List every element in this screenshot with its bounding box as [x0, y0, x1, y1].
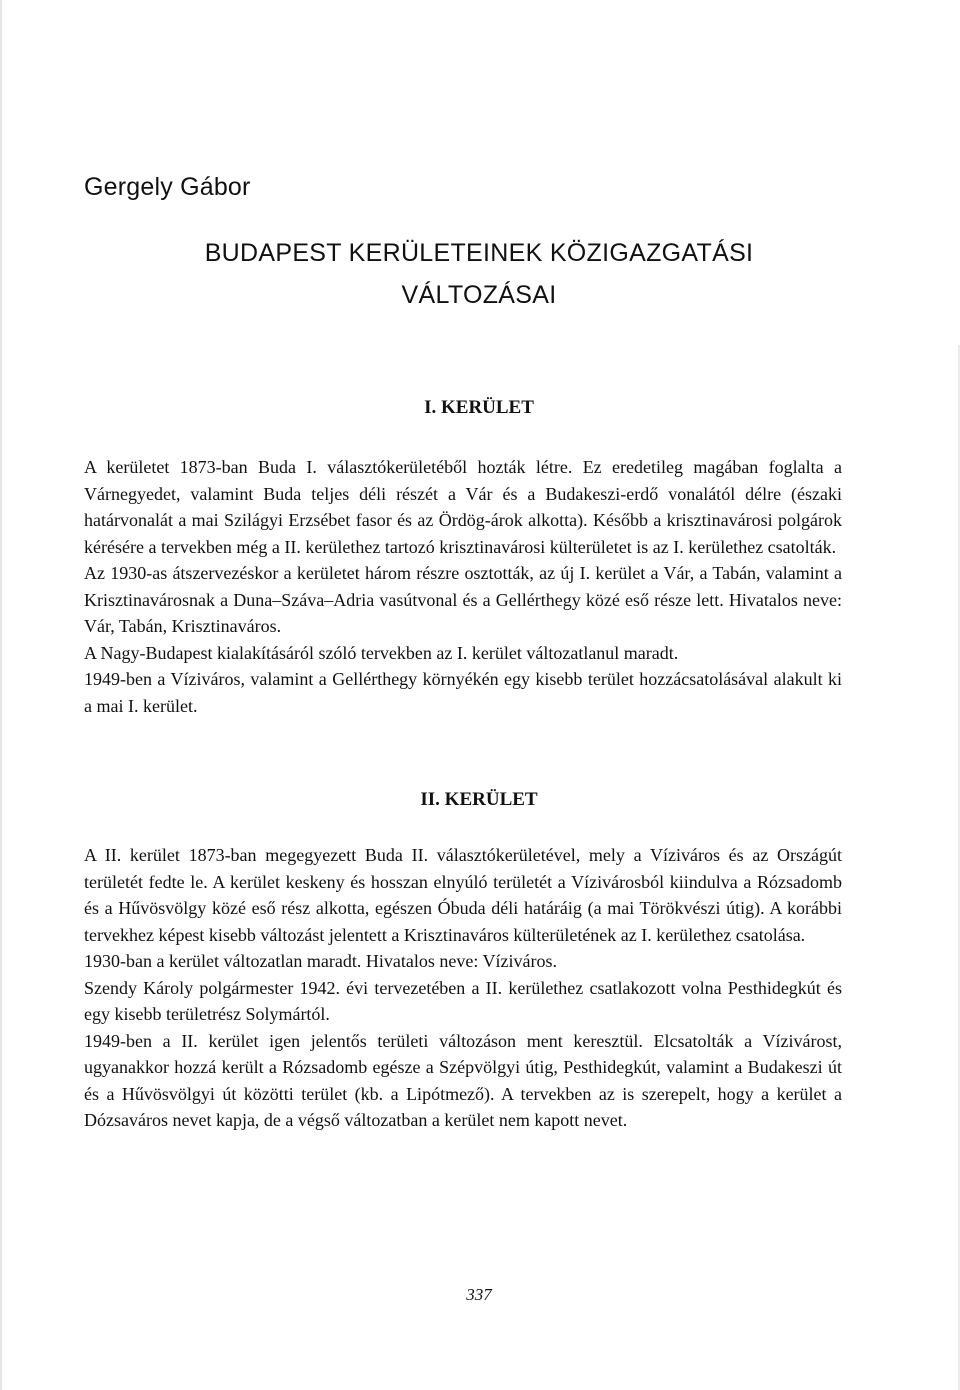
document-title-line-1: BUDAPEST KERÜLETEINEK KÖZIGAZGATÁSI: [204, 239, 754, 267]
section-heading-district-2: II. KERÜLET: [420, 789, 538, 810]
paragraph: A Nagy-Budapest kialakításáról szóló tervekben az I. kerület változatlanul maradt.: [84, 642, 679, 663]
paragraph: A II. kerület 1873-ban megegyezett Buda II. választókerületével, mely a Víziváros és az Országút területét fedte le. A kerület keskeny és hosszan elnyúló területét a Vízivárosból kiindulva a Rózsadomb és a Hűvösvölgy közé eső rész alkotta, egészen Óbuda déli határáig (a mai Törökvészi útig). A korábbi tervekhez képest kisebb változást jelentett a Krisztinaváros külterületének az I. kerülethez csatolása.: [84, 845, 842, 945]
page-number: 337: [466, 1285, 492, 1304]
paragraph: A kerületet 1873-ban Buda I. választókerületéből hozták létre. Ez eredetileg magában foglalta a Várnegyedet, valamint Buda teljes déli részét a Vár és a Budakeszi-erdő vonalától délre (északi határvonalát a mai Szilágyi Erzsébet fasor és az Ördög-árok alkotta). Később a krisztinavárosi polgárok kérésére a tervekben még a II. kerülethez tartozó krisztinavárosi külterületet is az I. kerülethez csatolták.: [84, 457, 842, 557]
section-heading-district-1: I. KERÜLET: [424, 397, 534, 418]
document-title: [84, 232, 874, 316]
section-body-district-1: [84, 454, 842, 719]
paragraph: 1949-ben a II. kerület igen jelentős területi változáson ment keresztül. Elcsatolták a Vízivárost, ugyanakkor hozzá került a Rózsadomb egésze a Szépvölgyi útig, Pesthidegkút, valamint a Budakeszi út és a Hűvösvölgyi út közötti terület (kb. a Lipótmező). A tervekben az is szerepelt, hogy a kerület a Dózsaváros nevet kapja, de a végső változatban a kerület nem kapott nevet.: [84, 1030, 842, 1130]
paragraph: Szendy Károly polgármester 1942. évi tervezetében a II. kerülethez csatlakozott volna Pesthidegkút és egy kisebb területrész Solymártól.: [84, 977, 842, 1024]
author-name: Gergely Gábor: [84, 173, 251, 201]
paragraph: 1949-ben a Víziváros, valamint a Gellérthegy környékén egy kisebb terület hozzácsatolásával alakult ki a mai I. kerület.: [84, 669, 842, 716]
scan-edge-left: [0, 0, 2, 1390]
paragraph: 1930-ban a kerület változatlan maradt. Hivatalos neve: Víziváros.: [84, 951, 558, 971]
paragraph: Az 1930-as átszervezéskor a kerületet három részre osztották, az új I. kerület a Vár, a Tabán, valamint a Krisztinavárosnak a Duna–Száva–Adria vasútvonal és a Gellérthegy közé eső része lett. Hivatalos neve: Vár, Tabán, Krisztinaváros.: [84, 563, 842, 636]
document-title-line-2: VÁLTOZÁSAI: [401, 281, 557, 309]
section-body-district-2: [84, 842, 842, 1134]
